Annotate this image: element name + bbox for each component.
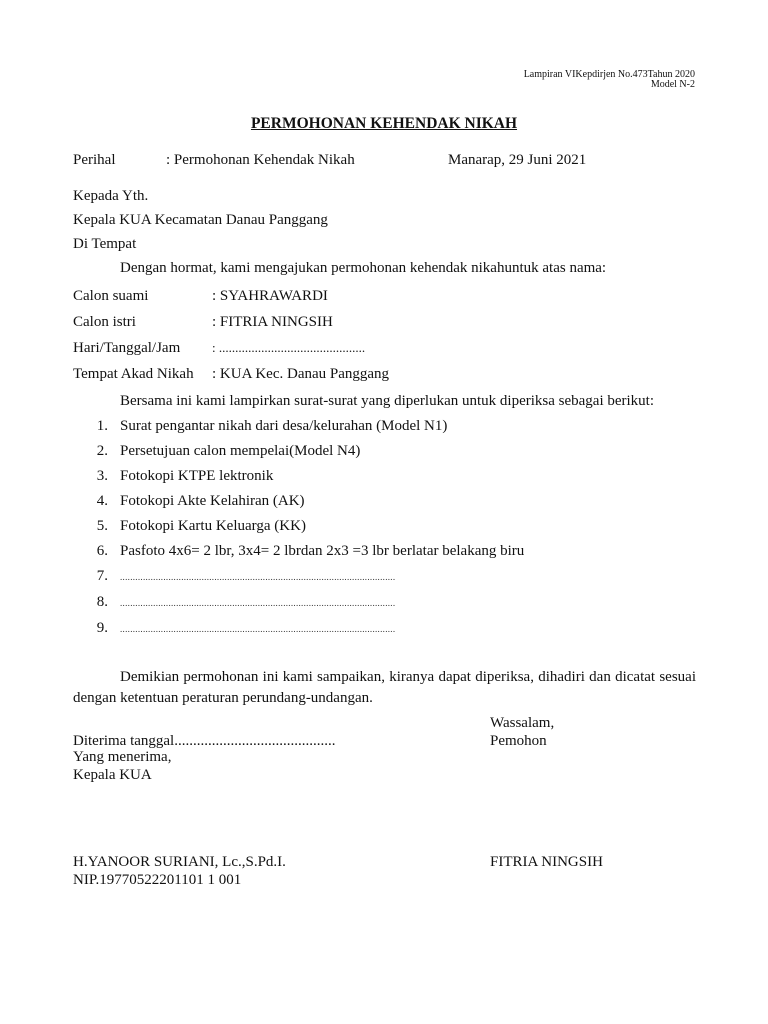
list-item-number: 7. [96,568,108,584]
list-item-text: Fotokopi Akte Kelahiran (AK) [120,493,305,509]
place-date: Manarap, 29 Juni 2021 [448,152,587,168]
perihal-label: Perihal [73,152,116,168]
list-item-number: 3. [96,468,108,484]
datetime-value: : ............................................. [212,340,366,355]
bride-label: Calon istri [73,314,136,330]
list-item-text: Fotokopi Kartu Keluarga (KK) [120,518,306,534]
list-item-number: 5. [96,518,108,534]
list-item-number: 1. [96,418,108,434]
closing-paragraph: Demikian permohonan ini kami sampaikan, kiranya dapat diperiksa, dihadiri dan dicatat sesuai dengan ketentuan peraturan perundang-undangan. [73,669,696,706]
list-item-text: Surat pengantar nikah dari desa/kelurahan (Model N1) [120,418,448,434]
document-title: PERMOHONAN KEHENDAK NIKAH [250,115,518,132]
venue-label: Tempat Akad Nikah [73,366,194,382]
list-item-number: 4. [96,493,108,509]
list-item-text: ............................................................................................................ [120,572,396,582]
list-item-number: 9. [96,620,108,636]
bride-name: : FITRIA NINGSIH [212,314,333,330]
applicant-role: Pemohon [490,733,547,749]
datetime-label: Hari/Tanggal/Jam [73,340,181,356]
list-item-number: 8. [96,594,108,610]
groom-label: Calon suami [73,288,149,304]
list-item-text: ............................................................................................................ [120,598,396,608]
receiver-role: Kepala KUA [73,767,152,783]
applicant-name: FITRIA NINGSIH [490,854,603,870]
list-item-text: Persetujuan calon mempelai(Model N4) [120,443,361,459]
opening-sentence: Dengan hormat, kami mengajukan permohonan kehendak nikahuntuk atas nama: [120,260,607,276]
receiver-label: Yang menerima, [73,749,172,765]
list-item-number: 6. [96,543,108,559]
recipient-greeting: Kepada Yth. [73,188,149,204]
attachment-reference: Lampiran VIKepdirjen No.473Tahun 2020 [523,69,695,80]
official-nip: NIP.19770522201101 1 001 [73,872,242,888]
list-item-text: Pasfoto 4x6= 2 lbr, 3x4= 2 lbrdan 2x3 =3 lbr berlatar belakang biru [120,543,525,559]
received-date: Diterima tanggal........................................... [73,733,336,749]
groom-name: : SYAHRAWARDI [212,288,328,304]
attachments-intro: Bersama ini kami lampirkan surat-surat yang diperlukan untuk diperiksa sebagai berikut: [120,393,655,409]
official-name: H.YANOOR SURIANI, Lc.,S.Pd.I. [73,854,286,870]
recipient-office: Kepala KUA Kecamatan Danau Panggang [73,212,328,228]
list-item-number: 2. [96,443,108,459]
perihal-value: : Permohonan Kehendak Nikah [166,152,355,168]
recipient-place: Di Tempat [73,236,137,252]
list-item-text: ............................................................................................................ [120,624,396,634]
list-item-text: Fotokopi KTPE lektronik [120,468,274,484]
venue-value: : KUA Kec. Danau Panggang [212,366,390,382]
model-code: Model N-2 [650,79,695,90]
greeting-wassalam: Wassalam, [490,715,555,731]
